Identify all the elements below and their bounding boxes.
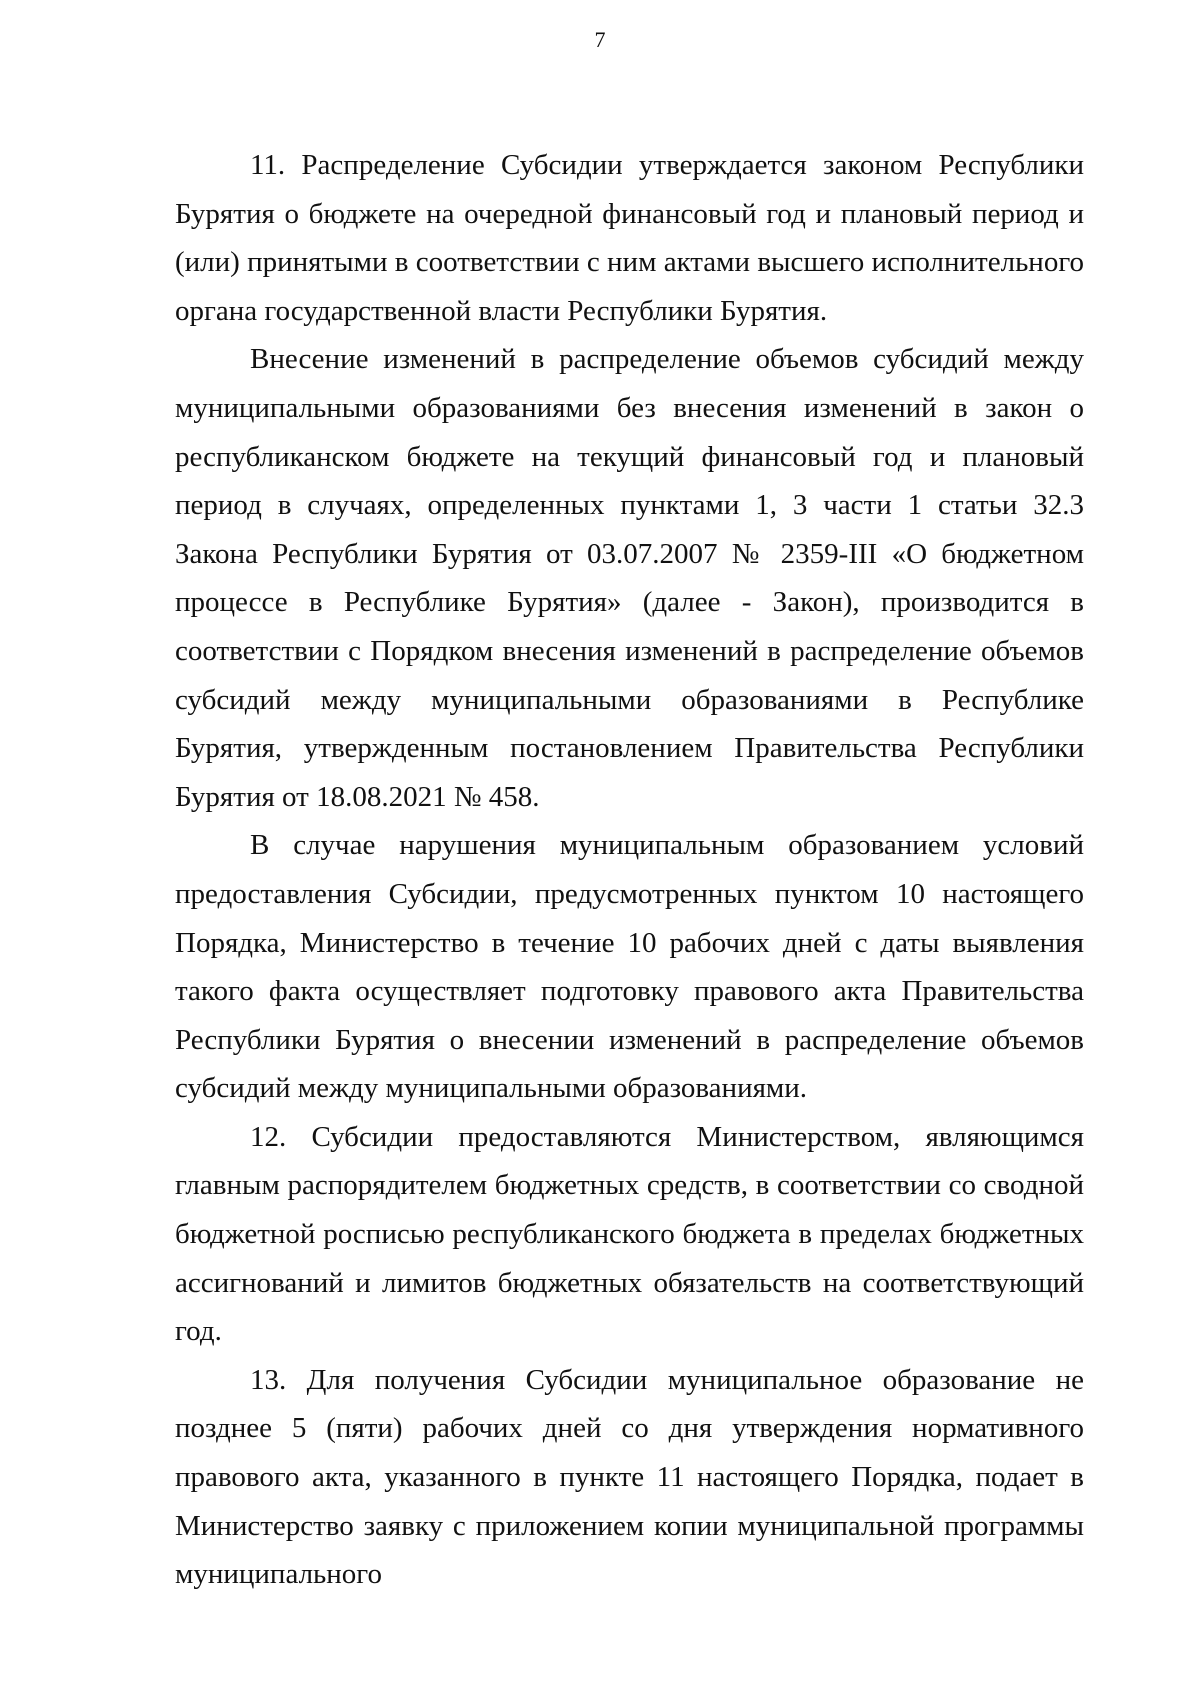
paragraph-13-application: 13. Для получения Субсидии муниципальное образование не позднее 5 (пяти) рабочих дней со дня утверждения нормативного правового акта, указанного в пункте 11 настоящего Порядка, подает в Министерство заявку с приложением копии муниципальной программы муниципального — [175, 1363, 1084, 1591]
paragraph-11-distribution: 11. Распределение Субсидии утверждается законом Республики Бурятия о бюджете на очередной финансовый год и плановый период и (или) принятыми в соответствии с ним актами высшего исполнительного органа государственной власти Республики Бурятия. — [175, 149, 1084, 327]
paragraph-amendments: Внесение изменений в распределение объемов субсидий между муниципальными образованиями без внесения изменений в закон о республиканском бюджете на текущий финансовый год и плановый период в случаях, определенных пунктами 1, 3 части 1 статьи 32.3 Закона Республики Бурятия от 03.07.2007 № 2359-III «О бюджетном процессе в Республике Бурятия» (далее - Закон), производится в соответствии с Порядком внесения изменений в распределение объемов субсидий между муниципальными образованиями в Республике Бурятия, утвержденным постановлением Правительства Республики Бурятия от 18.08.2021 № 458. — [175, 343, 1084, 813]
paragraph-violation: В случае нарушения муниципальным образованием условий предоставления Субсидии, предусмотренных пунктом 10 настоящего Порядка, Министерство в течение 10 рабочих дней с даты выявления такого факта осуществляет подготовку правового акта Правительства Республики Бурятия о внесении изменений в распределение объемов субсидий между муниципальными образованиями. — [175, 829, 1084, 1105]
document-body — [175, 141, 1084, 1599]
page-number: 7 — [594, 27, 606, 52]
paragraph-12-subsidies: 12. Субсидии предоставляются Министерством, являющимся главным распорядителем бюджетных средств, в соответствии со сводной бюджетной росписью республиканского бюджета в пределах бюджетных ассигнований и лимитов бюджетных обязательств на соответствующий год. — [175, 1120, 1084, 1348]
